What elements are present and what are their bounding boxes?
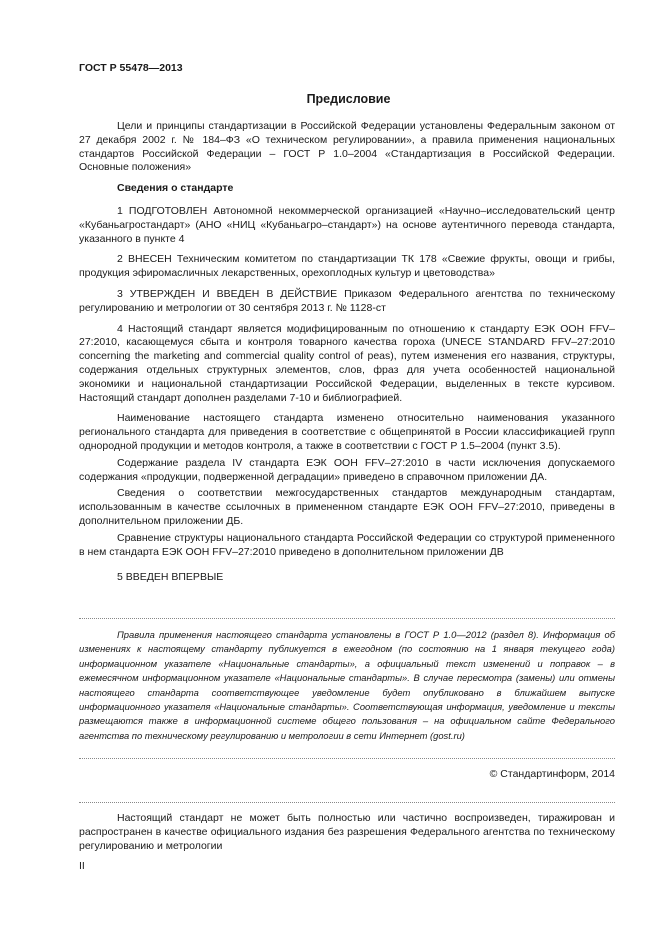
item-1-paragraph: 1 ПОДГОТОВЛЕН Автономной некоммерческой организацией «Научно–исследовательский центр «Кубаньагростандарт» (АНО «НИЦ «Кубаньагро–стандарт») на основе аутентичного перевода стандарта, указанного в пункте 4: [79, 204, 615, 245]
page-title: Предисловие: [306, 92, 391, 106]
page-number: II: [79, 860, 85, 872]
intro-paragraph: Цели и принципы стандартизации в Российской Федерации установлены Федеральным законом от 27 декабря 2002 г. № 184–ФЗ «О техническом регулировании», а правила применения национальных стандартов Российской Федерации – ГОСТ Р 1.0–2004 «Стандартизация в Российской Федерации. Основные положения»: [79, 120, 615, 174]
item-5-paragraph: 5 ВВЕДЕН ВПЕРВЫЕ: [117, 571, 224, 584]
document-code: ГОСТ Р 55478—2013: [79, 62, 183, 74]
detail-section-iv-paragraph: Содержание раздела IV стандарта ЕЭК ООН FFV–27:2010 в части исключения допускаемого содержания «продукции, подверженной деградации» приведено в справочном приложении ДА.: [79, 456, 615, 483]
section-heading: Сведения о стандарте: [117, 182, 234, 195]
copyright-divider: [79, 802, 615, 803]
item-4-paragraph: 4 Настоящий стандарт является модифицированным по отношению к стандарту ЕЭК ООН FFV–27:2010, касающемуся сбыта и контроля товарного качества гороха (UNECE STANDARD FFV–27:2010 concerning the marketing and commercial quality control of peas), путем изменения его названия, структуры, содержания отдельных структурных элементов, слов, фраз для учета особенностей национальной экономики и национальной стандартизации Российской Федерации, выделенных в тексте курсивом. Настоящий стандарт дополнен разделами 7-10 и библиографией.: [79, 322, 615, 404]
detail-structure-paragraph: Сравнение структуры национального стандарта Российской Федерации со структурой примененного в нем стандарта ЕЭК ООН FFV–27:2010 приведено в дополнительном приложении ДВ: [79, 531, 615, 558]
copyright-line: © Стандартинформ, 2014: [489, 768, 615, 780]
application-rules-note: Правила применения настоящего стандарта установлены в ГОСТ Р 1.0—2012 (раздел 8). Информация об изменениях к настоящему стандарту публикуется в ежегодном (по состоянию на 1 января текущего года) информационном указателе «Национальные стандарты», а официальный текст изменений и поправок – в ежемесячном информационном указателе «Национальные стандарты». В случае пересмотра (замены) или отмены настоящего стандарта соответствующее уведомление будет опубликовано в ближайшем выпуске информационного указателя «Национальные стандарты». Соответствующая информация, уведомление и тексты размещаются также в информационной системе общего пользования – на официальном сайте Федерального агентства по техническому регулированию и метрологии в сети Интернет (gost.ru): [79, 629, 615, 741]
note-bottom-divider: [79, 758, 615, 759]
preface-body: [79, 120, 615, 592]
item-2-paragraph: 2 ВНЕСЕН Техническим комитетом по стандартизации ТК 178 «Свежие фрукты, овощи и грибы, продукция эфиромасличных лекарственных, орехоплодных культур и цветоводства»: [79, 253, 615, 280]
note-top-divider: [79, 618, 615, 619]
item-3-paragraph: 3 УТВЕРЖДЕН И ВВЕДЕН В ДЕЙСТВИЕ Приказом Федерального агентства по техническому регулированию и метрологии от 30 сентября 2013 г. № 1128-ст: [79, 287, 615, 314]
detail-interstate-paragraph: Сведения о соответствии межгосударственных стандартов международным стандартам, использованным в качестве ссылочных в примененном стандарте ЕЭК ООН FFV–27:2010, приведены в дополнительном приложении ДБ.: [79, 487, 615, 527]
reproduction-notice: [79, 812, 615, 853]
notice-paragraph: Настоящий стандарт не может быть полностью или частично воспроизведен, тиражирован и распространен в качестве официального издания без разрешения Федерального агентства по техническому регулированию и метрологии: [79, 812, 615, 852]
detail-name-paragraph: Наименование настоящего стандарта изменено относительно наименования указанного регионального стандарта для приведения в соответствие с общепринятой в России классификацией групп однородной продукции и методов контроля, а также в соответствии с ГОСТ Р 1.5–2004 (пункт 3.5).: [79, 412, 615, 452]
